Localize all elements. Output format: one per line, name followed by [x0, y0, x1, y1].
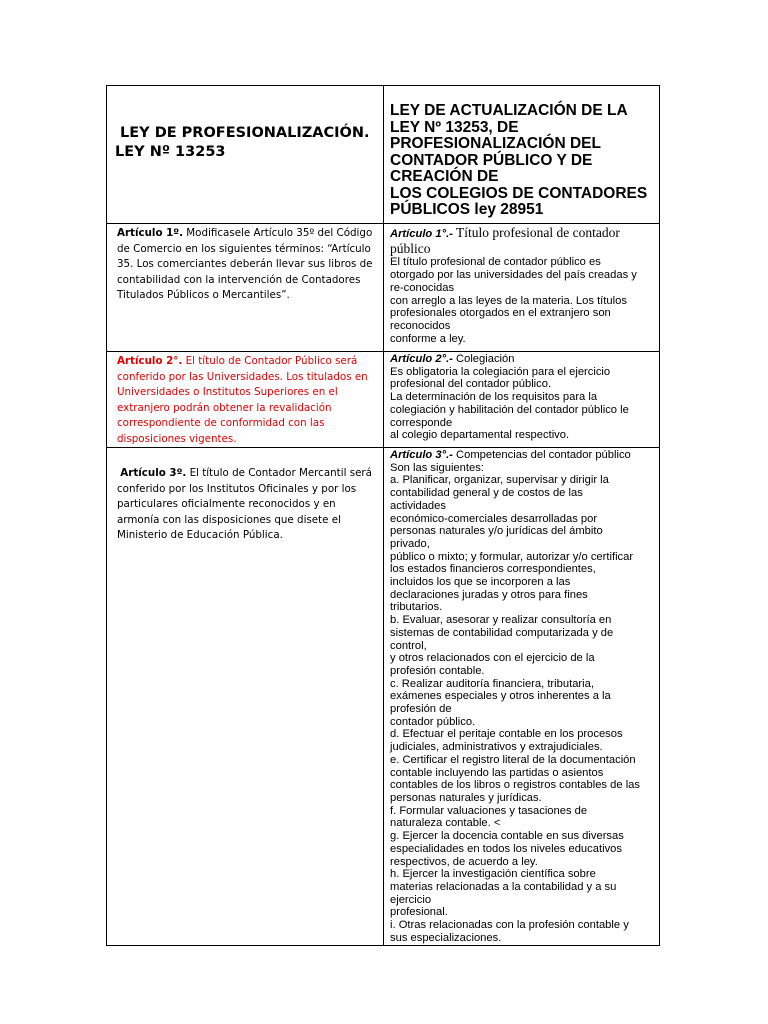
article-text-line: Son las siguientes: — [390, 461, 484, 474]
article-text-line: d. Efectuar el peritaje contable en los procesos — [390, 728, 623, 741]
article-text-line: profesional del contador público. — [390, 378, 552, 391]
article-text-line: tributarios. — [390, 601, 443, 614]
article-text-line: económico-comerciales desarrolladas por — [390, 512, 598, 525]
row3-left-body: El título de Contador Mercantil será conferido por los Institutos Oficinales y por los particulares oficialmente reconocidos y en armonía con las disposiciones que disete el Ministerio de Educación Pública. — [117, 467, 372, 541]
header-left-line2: LEY Nº 13253 — [115, 144, 226, 160]
row1-left-text — [107, 224, 383, 304]
article-text-line: actividades — [390, 499, 446, 512]
article-text-line: ejercicio — [390, 893, 432, 906]
table-row — [107, 224, 660, 352]
article-text-line: privado, — [390, 537, 430, 550]
header-right-line: CONTADOR PÚBLICO Y DE — [390, 151, 593, 169]
article-text-line: control, — [390, 639, 427, 652]
row3-left-text — [107, 448, 383, 544]
article-text-line: contables de los libros o registros contables de las — [390, 779, 640, 792]
article-text-line: y otros relacionados con el ejercicio de la — [390, 652, 595, 665]
article-text-line: profesional. — [390, 906, 448, 919]
article-text-line: contador público. — [390, 715, 476, 728]
header-right-line: PÚBLICOS ley 28951 — [390, 201, 544, 218]
row1-left-body: Modificasele Artículo 35º del Código de Comercio en los siguientes términos: “Artículo 35. Los comerciantes deberán llevar sus libros de contabilidad con la intervención de Contadores Titulados Públicos o Mercantiles”. — [117, 227, 373, 301]
row2-left-body: El título de Contador Público será conferido por las Universidades. Los titulados en Universidades o Institutos Superiores en el extranjero podrán obtener la revalidación correspondiente de conformidad con las disposiciones vigentes. — [117, 355, 368, 445]
table-header-row — [107, 86, 660, 224]
row2-left-label: Artículo 2°. — [117, 355, 183, 367]
article-text-line: re-conocidas — [390, 281, 455, 294]
article-text-line: incluidos los que se incorporen a las — [390, 576, 571, 589]
article-text-line: al colegio departamental respectivo. — [390, 429, 570, 442]
article-text-line: c. Realizar auditoría financiera, tributaria, — [390, 677, 594, 690]
article-text-line: materias relacionadas a la contabilidad y a su — [390, 880, 617, 893]
row1-right-label: Artículo 1°.- — [390, 228, 453, 240]
article-text-line: contable incluyendo las partidas o asientos — [390, 766, 604, 779]
comparison-table — [106, 85, 660, 946]
row3-right-text — [384, 448, 659, 944]
row2-right-title: Colegiación — [452, 353, 515, 365]
article-text-line: El título profesional de contador público es — [390, 256, 601, 269]
article-text-line: con arreglo a las leyes de la materia. Los títulos — [390, 294, 627, 307]
row3-left-cell — [107, 448, 384, 946]
row3-right-title: Competencias del contador público — [452, 449, 631, 461]
row2-left-cell — [107, 352, 384, 448]
header-left-title — [107, 86, 383, 173]
row2-right-cell — [384, 352, 660, 448]
header-right-line: LOS COLEGIOS DE CONTADORES — [390, 184, 648, 202]
row1-right-title: Título profesional de contador público — [390, 225, 620, 256]
article-text-line: conforme a ley. — [390, 332, 466, 345]
article-text-line: respectivos, de acuerdo a ley. — [390, 855, 538, 868]
article-text-line: público o mixto; y formular, autorizar y/o certificar — [390, 550, 634, 563]
article-text-line: a. Planificar, organizar, supervisar y dirigir la — [390, 474, 609, 487]
article-text-line: profesión de — [390, 703, 452, 716]
article-text-line: contabilidad general y de costos de las — [390, 487, 583, 500]
article-text-line: naturaleza contable. < — [390, 817, 501, 830]
row1-left-cell — [107, 224, 384, 352]
table-row — [107, 352, 660, 448]
header-left-line1: LEY DE PROFESIONALIZACIÓN. — [120, 125, 370, 141]
article-text-line: La determinación de los requisitos para la — [390, 391, 598, 404]
article-text-line: profesión contable. — [390, 664, 485, 677]
article-text-line: colegiación y habilitación del contador público le — [390, 403, 629, 416]
article-text-line: otorgado por las universidades del país creadas y — [390, 269, 637, 282]
article-text-line: g. Ejercer la docencia contable en sus diversas — [390, 830, 624, 843]
article-text-line: f. Formular valuaciones y tasaciones de — [390, 804, 588, 817]
article-text-line: i. Otras relacionadas con la profesión contable y — [390, 919, 629, 932]
article-text-line: personas naturales y/o jurídicas del ámbito — [390, 525, 603, 538]
row1-right-text — [384, 224, 659, 345]
article-text-line: corresponde — [390, 416, 453, 429]
row2-right-label: Artículo 2°.- — [390, 353, 453, 365]
row3-left-label: Artículo 3º. — [120, 467, 187, 479]
header-right-line: CREACIÓN DE — [390, 168, 499, 185]
row2-left-text — [107, 352, 383, 447]
row1-left-label: Artículo 1º. — [117, 227, 184, 239]
row3-right-cell — [384, 448, 660, 946]
article-text-line: declaraciones juradas y otros para fines — [390, 588, 588, 601]
article-text-line: profesionales otorgados en el extranjero son — [390, 307, 611, 320]
row2-right-text — [384, 352, 659, 442]
article-text-line: b. Evaluar, asesorar y realizar consultoría en — [390, 614, 612, 627]
header-right-title — [384, 86, 659, 223]
article-text-line: e. Certificar el registro literal de la documentación — [390, 753, 636, 766]
header-left-cell — [107, 86, 384, 224]
article-text-line: exámenes especiales y otros inherentes a la — [390, 690, 611, 703]
article-text-line: h. Ejercer la investigación científica sobre — [390, 868, 596, 881]
row3-right-label: Artículo 3°.- — [390, 449, 453, 461]
header-right-cell — [384, 86, 660, 224]
table-row — [107, 448, 660, 946]
article-text-line: sus especializaciones. — [390, 931, 502, 944]
header-right-line: PROFESIONALIZACIÓN DEL — [390, 135, 601, 152]
article-text-line: judiciales, administrativos y extrajudiciales. — [390, 741, 603, 754]
article-text-line: reconocidos — [390, 319, 451, 332]
article-text-line: sistemas de contabilidad computarizada y de — [390, 626, 614, 639]
article-text-line: Es obligatoria la colegiación para el ejercicio — [390, 365, 611, 378]
header-right-line: LEY DE ACTUALIZACIÓN DE LA — [390, 102, 628, 119]
article-text-line: especialidades en todos los niveles educativos — [390, 842, 622, 855]
article-text-line: los estados financieros correspondientes, — [390, 563, 596, 576]
row1-right-cell — [384, 224, 660, 352]
header-right-line: LEY Nº 13253, DE — [390, 118, 519, 136]
article-text-line: personas naturales y jurídicas. — [390, 791, 542, 804]
